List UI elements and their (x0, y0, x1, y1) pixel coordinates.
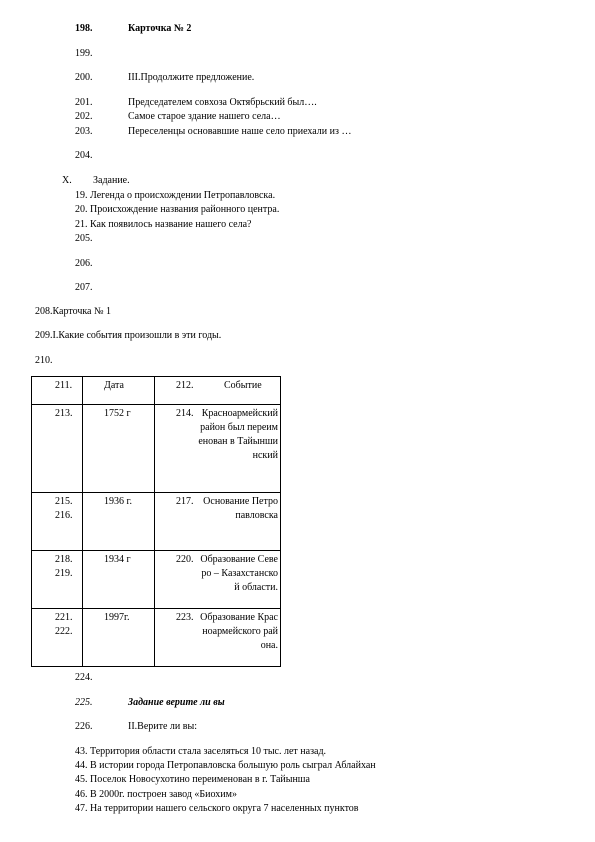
line-203-text: Переселенцы основавшие наше село приехали из … (128, 126, 352, 137)
line-225-num: 225. (75, 697, 93, 708)
row-num-b: 222. (55, 626, 73, 637)
section-ii-heading: II.Верите ли вы: (128, 721, 197, 732)
table-row (32, 493, 281, 551)
line-226-num: 226. (75, 721, 93, 732)
task-believe-title: Задание верите ли вы (128, 697, 225, 708)
line-207-num: 207. (75, 282, 93, 293)
line-206-num: 206. (75, 258, 93, 269)
row-event-text: Образование Северо – Казахстанской области. (200, 554, 278, 593)
line-203-num: 203. (75, 126, 93, 137)
statement-item: 45. Поселок Новосухотино переименован в г. Тайынша (75, 774, 310, 785)
line-224-num: 224. (75, 672, 93, 683)
table-row (32, 609, 281, 667)
header-num-212 (155, 379, 280, 393)
line-202-text: Самое старое здание нашего села… (128, 111, 281, 122)
row-event-text: Красноармейский район был переименован в Тайыншинский (198, 408, 278, 461)
line-201-text: Председателем совхоза Октябрьский был…. (128, 97, 317, 108)
line-201-num: 201. (75, 97, 93, 108)
row-event-num: 214. (176, 408, 194, 419)
card1-question: 209.I.Какие события произошли в эти годы. (35, 330, 222, 341)
header-date: Дата (104, 380, 124, 391)
line-199-num: 199. (75, 48, 93, 59)
header-num-211: 211. (55, 380, 73, 391)
task-marker: X. (62, 175, 72, 186)
row-num: 213. (55, 408, 73, 419)
row-event-text: Образование Красноармейского района. (200, 612, 278, 651)
statement-item: 43. Территория области стала заселяться 10 тыс. лет назад. (75, 746, 327, 757)
row-date: 1936 г. (104, 496, 132, 507)
line-198-num: 198. (75, 23, 93, 34)
line-204-num: 204. (75, 150, 93, 161)
header-event-label: Событие (224, 380, 262, 391)
row-date: 1752 г (104, 408, 131, 419)
section-iii-heading: III.Продолжите предложение. (128, 72, 255, 83)
row-num: 221. (55, 612, 73, 623)
card1-heading: 208.Карточка № 1 (35, 306, 112, 317)
header-num-212-label: 212. (176, 380, 194, 391)
row-num-b: 219. (55, 568, 73, 579)
card2-title: Карточка № 2 (128, 23, 192, 34)
row-event-num: 217. (176, 496, 194, 507)
row-date: 1997г. (104, 612, 130, 623)
row-event-num: 223. (176, 612, 194, 623)
task-item: 20. Происхождение названия районного центра. (75, 204, 280, 215)
table-row (32, 405, 281, 493)
events-table (31, 376, 281, 667)
table-row (32, 551, 281, 609)
task-item: 19. Легенда о происхождении Петропавловска. (75, 190, 276, 201)
statement-item: 44. В истории города Петропавловска большую роль сыграл Аблайхан (75, 760, 376, 771)
row-event-num: 220. (176, 554, 194, 565)
row-num: 215. (55, 496, 73, 507)
line-210-num: 210. (35, 355, 53, 366)
row-num-b: 216. (55, 510, 73, 521)
row-num: 218. (55, 554, 73, 565)
line-202-num: 202. (75, 111, 93, 122)
statement-item: 47. На территории нашего сельского округа 7 населенных пунктов (75, 803, 359, 814)
task-title: Задание. (93, 175, 130, 186)
row-date: 1934 г (104, 554, 131, 565)
table-header-row (32, 377, 281, 405)
statement-item: 46. В 2000г. построен завод «Биохим» (75, 789, 237, 800)
row-event-text: Основание Петропавловска (203, 496, 278, 521)
line-200-num: 200. (75, 72, 93, 83)
line-205-num: 205. (75, 233, 93, 244)
task-item: 21. Как появилось название нашего села? (75, 219, 252, 230)
